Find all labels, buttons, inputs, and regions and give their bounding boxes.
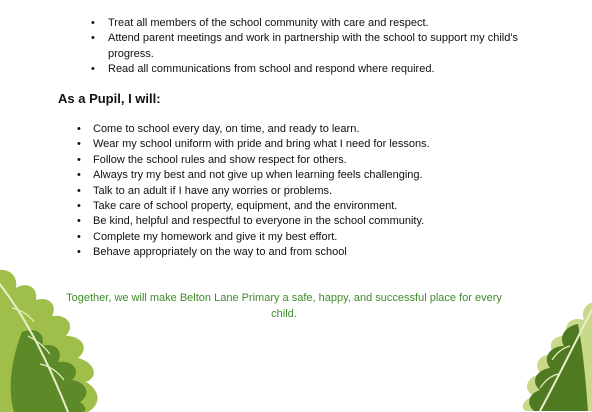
list-item: • Wear my school uniform with pride and bring what I need for lessons. xyxy=(93,137,533,152)
pupil-commitments-list xyxy=(93,122,533,261)
list-item: • Attend parent meetings and work in partnership with the school to support my child's progress. xyxy=(108,31,528,62)
list-item: • Read all communications from school and respond where required. xyxy=(108,62,528,77)
parent-commitments-list xyxy=(108,16,528,78)
list-item: • Talk to an adult if I have any worries or problems. xyxy=(93,184,533,199)
closing-statement: Together, we will make Belton Lane Primary a safe, happy, and successful place for every child. xyxy=(66,292,502,320)
list-item: • Treat all members of the school community with care and respect. xyxy=(108,16,528,31)
list-item: • Be kind, helpful and respectful to everyone in the school community. xyxy=(93,214,533,229)
list-item: • Behave appropriately on the way to and from school xyxy=(93,245,533,260)
list-item: • Come to school every day, on time, and ready to learn. xyxy=(93,122,533,137)
pupil-section-heading: As a Pupil, I will: xyxy=(58,91,161,106)
oak-leaf-icon xyxy=(0,262,132,412)
oak-leaf-icon xyxy=(470,296,592,411)
list-item: • Take care of school property, equipment, and the environment. xyxy=(93,199,533,214)
list-item: • Follow the school rules and show respect for others. xyxy=(93,153,533,168)
list-item: • Complete my homework and give it my best effort. xyxy=(93,230,533,245)
list-item: • Always try my best and not give up when learning feels challenging. xyxy=(93,168,533,183)
